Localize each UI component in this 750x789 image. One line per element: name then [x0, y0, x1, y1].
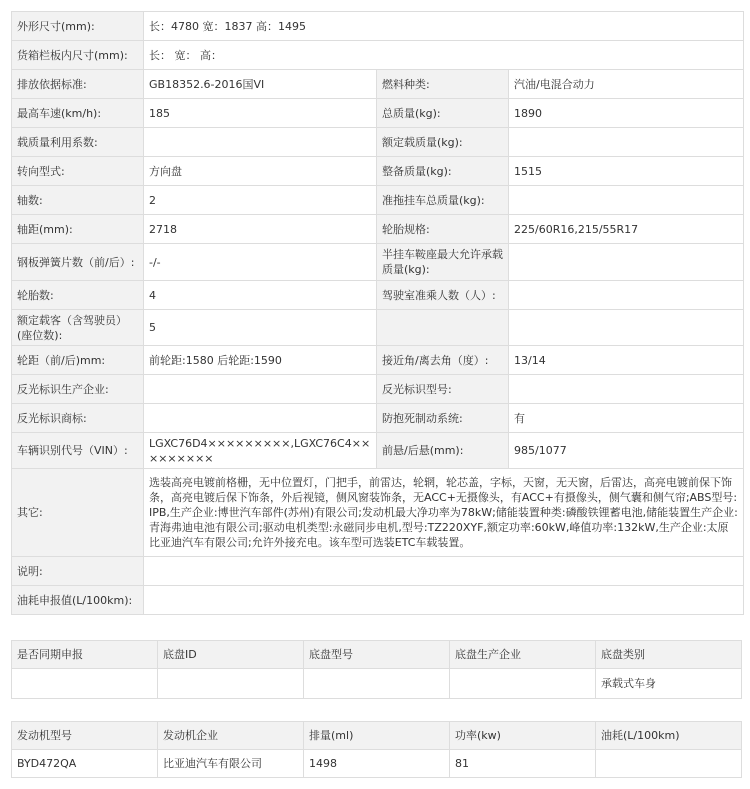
chassis-table	[11, 640, 742, 699]
reflector-maker-value	[144, 375, 377, 404]
rated-load-value	[509, 128, 744, 157]
abs-value: 有	[509, 404, 744, 433]
passengers-label: 额定载客（含驾驶员）(座位数):	[12, 310, 144, 346]
curb-mass-value: 1515	[509, 157, 744, 186]
overhang-value: 985/1077	[509, 433, 744, 469]
steering-label: 转向型式:	[12, 157, 144, 186]
load-util-label: 载质量利用系数:	[12, 128, 144, 157]
curb-mass-label: 整备质量(kg):	[377, 157, 509, 186]
engine-cell-power: 81	[450, 750, 596, 778]
engine-cell-displacement: 1498	[304, 750, 450, 778]
chassis-cell-type: 承载式车身	[596, 669, 742, 699]
chassis-cell-model	[304, 669, 450, 699]
reflector-model-label: 反光标识型号:	[377, 375, 509, 404]
fuel-label: 燃料种类:	[377, 70, 509, 99]
trailer-label: 准拖挂车总质量(kg):	[377, 186, 509, 215]
fuel-report-label: 油耗申报值(L/100km):	[12, 586, 144, 615]
track-label: 轮距（前/后)mm:	[12, 346, 144, 375]
chassis-header-sync: 是否同期申报	[12, 641, 158, 669]
vehicle-spec-table	[11, 11, 744, 615]
wheelbase-label: 轴距(mm):	[12, 215, 144, 244]
emission-value: GB18352.6-2016国VI	[144, 70, 377, 99]
axles-label: 轴数:	[12, 186, 144, 215]
engine-cell-maker: 比亚迪汽车有限公司	[158, 750, 304, 778]
engine-header-displacement: 排量(ml)	[304, 722, 450, 750]
angle-label: 接近角/离去角（度）:	[377, 346, 509, 375]
emission-label: 排放依据标准:	[12, 70, 144, 99]
chassis-header-maker: 底盘生产企业	[450, 641, 596, 669]
dimensions-label: 外形尺寸(mm):	[12, 12, 144, 41]
speed-value: 185	[144, 99, 377, 128]
overhang-label: 前悬/后悬(mm):	[377, 433, 509, 469]
reflector-brand-label: 反光标识商标:	[12, 404, 144, 433]
cargo-label: 货箱栏板内尺寸(mm):	[12, 41, 144, 70]
spring-value: -/-	[144, 244, 377, 281]
other-value: 选装高亮电镀前格栅，无中位置灯，门把手，前雷达，轮辋，轮芯盖，字标，天窗，无天窗，后雷达，高亮电镀前保下饰条，高亮电镀后保下饰条，外后视镜，侧风窗装饰条，无ACC+无摄像头，有ACC+有摄像头，侧气囊和侧气帘;ABS型号:IPB,生产企业:博世汽车部件(苏州)有限公司;发动机最大净功率为78kW;储能装置种类:磷酸铁锂蓄电池,储能装置生产企业:青海弗迪电池有限公司;驱动电机类型:永磁同步电机,型号:TZ220XYF,额定功率:60kW,峰值功率:132kW,生产企业:太原比亚迪汽车有限公司;允许外接充电。该车型可选装ETC车载装置。	[144, 469, 744, 557]
spring-label: 钢板弹簧片数（前/后）:	[12, 244, 144, 281]
cab-label: 驾驶室准乘人数（人）:	[377, 281, 509, 310]
speed-label: 最高车速(km/h):	[12, 99, 144, 128]
steering-value: 方向盘	[144, 157, 377, 186]
saddle-label: 半挂车鞍座最大允许承载质量(kg):	[377, 244, 509, 281]
engine-header-model: 发动机型号	[12, 722, 158, 750]
axles-value: 2	[144, 186, 377, 215]
wheelbase-value: 2718	[144, 215, 377, 244]
angle-value: 13/14	[509, 346, 744, 375]
note-label: 说明:	[12, 557, 144, 586]
engine-table	[11, 721, 742, 778]
track-value: 前轮距:1580 后轮距:1590	[144, 346, 377, 375]
cargo-value: 长： 宽： 高：	[144, 41, 744, 70]
engine-header-power: 功率(kw)	[450, 722, 596, 750]
chassis-cell-id	[158, 669, 304, 699]
chassis-header-id: 底盘ID	[158, 641, 304, 669]
trailer-value	[509, 186, 744, 215]
tires-value: 4	[144, 281, 377, 310]
chassis-header-type: 底盘类别	[596, 641, 742, 669]
reflector-maker-label: 反光标识生产企业:	[12, 375, 144, 404]
tire-spec-label: 轮胎规格:	[377, 215, 509, 244]
fuel-report-value	[144, 586, 744, 615]
chassis-header-model: 底盘型号	[304, 641, 450, 669]
chassis-cell-maker	[450, 669, 596, 699]
tire-spec-value: 225/60R16,215/55R17	[509, 215, 744, 244]
reflector-model-value	[509, 375, 744, 404]
load-util-value	[144, 128, 377, 157]
dimensions-value: 长：4780 宽：1837 高：1495	[144, 12, 744, 41]
engine-cell-consumption	[596, 750, 742, 778]
total-mass-label: 总质量(kg):	[377, 99, 509, 128]
tires-label: 轮胎数:	[12, 281, 144, 310]
other-label: 其它:	[12, 469, 144, 557]
vin-value: LGXC76D4×××××××××,LGXC76C4×××××××××	[144, 433, 377, 469]
reflector-brand-value	[144, 404, 377, 433]
passengers-value: 5	[144, 310, 377, 346]
cab-value	[509, 281, 744, 310]
fuel-value: 汽油/电混合动力	[509, 70, 744, 99]
chassis-cell-sync	[12, 669, 158, 699]
engine-cell-model: BYD472QA	[12, 750, 158, 778]
vin-label: 车辆识别代号（VIN）:	[12, 433, 144, 469]
total-mass-value: 1890	[509, 99, 744, 128]
note-value	[144, 557, 744, 586]
engine-header-consumption: 油耗(L/100km)	[596, 722, 742, 750]
saddle-value	[509, 244, 744, 281]
rated-load-label: 额定载质量(kg):	[377, 128, 509, 157]
engine-header-maker: 发动机企业	[158, 722, 304, 750]
abs-label: 防抱死制动系统:	[377, 404, 509, 433]
